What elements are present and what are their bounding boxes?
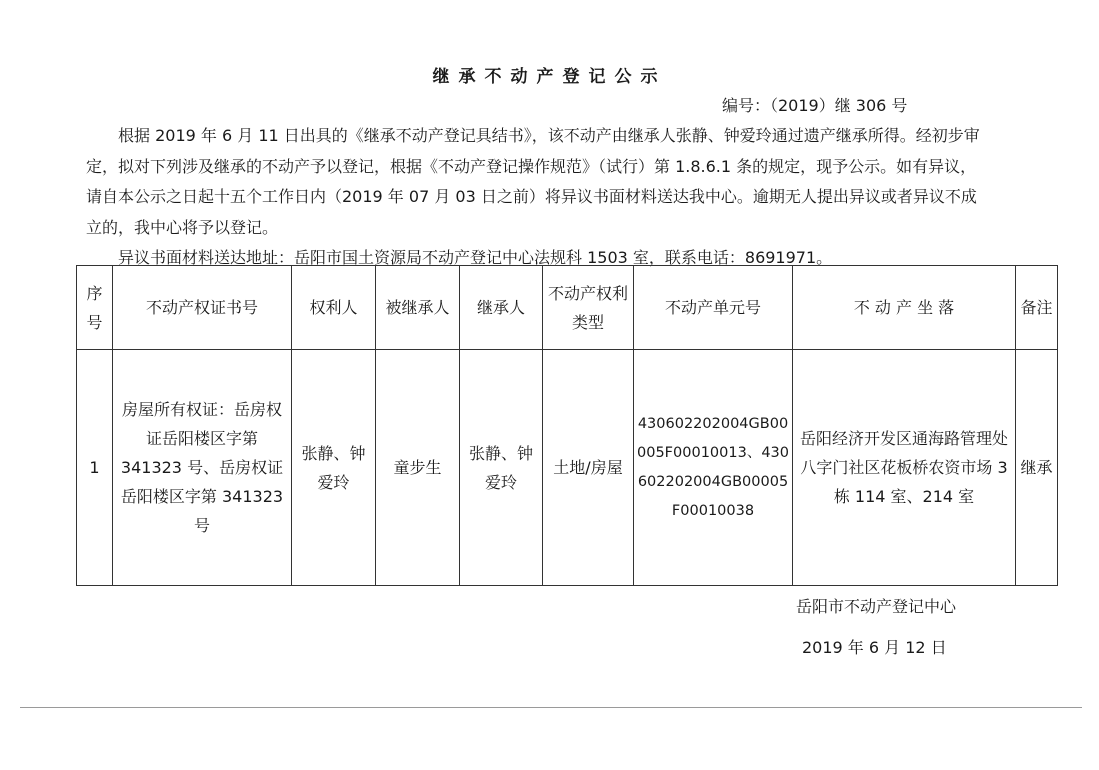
document-number: 编号：（2019）继 306 号: [722, 96, 908, 115]
cell-cert-no: 房屋所有权证：岳房权证岳阳楼区字第 341323 号、岳房权证岳阳楼区字第 341323 号: [113, 350, 292, 586]
header-decedent: 被继承人: [376, 266, 460, 350]
page-divider: [20, 707, 1082, 708]
table-header-row: [77, 266, 1058, 350]
notice-title: 继承不动产登记公示: [432, 67, 667, 87]
header-heir: 继承人: [460, 266, 543, 350]
header-unit-no: 不动产单元号: [634, 266, 793, 350]
cell-seq: 1: [77, 350, 113, 586]
header-remark: 备注: [1016, 266, 1058, 350]
header-cert-no: 不动产权证书号: [113, 266, 292, 350]
header-seq: 序号: [77, 266, 113, 350]
header-right-holder: 权利人: [292, 266, 376, 350]
cell-decedent: 童步生: [376, 350, 460, 586]
cell-unit-no: 430602202004GB00005F00010013、430602202004GB00005F00010038: [634, 350, 793, 586]
cell-heir: 张静、钟爱玲: [460, 350, 543, 586]
table-row: [77, 350, 1058, 586]
notice-body: [86, 121, 991, 274]
cell-right-type: 土地/房屋: [543, 350, 634, 586]
header-right-type: 不动产权利类型: [543, 266, 634, 350]
cell-right-holder: 张静、钟爱玲: [292, 350, 376, 586]
notice-paragraph-address: 异议书面材料送达地址：岳阳市国土资源局不动产登记中心法规科 1503 室，联系电话：8691971。: [118, 248, 833, 267]
notice-paragraph-main: 根据 2019 年 6 月 11 日出具的《继承不动产登记具结书》，该不动产由继承人张静、钟爱玲通过遗产继承所得。经初步审定，拟对下列涉及继承的不动产予以登记，根据《不动产登记操作规范》（试行）第 1.8.6.1 条的规定，现予公示。如有异议，请自本公示之日起十五个工作日内（2019 年 07 月 03 日之前）将异议书面材料送达我中心。逾期无人提出异议或者异议不成立的，我中心将予以登记。: [86, 126, 980, 237]
registration-table: [76, 265, 1058, 586]
cell-remark: 继承: [1016, 350, 1058, 586]
header-location: 不 动 产 坐 落: [793, 266, 1016, 350]
issuing-organization: 岳阳市不动产登记中心: [796, 597, 957, 616]
cell-location: 岳阳经济开发区通海路管理处八字门社区花板桥农资市场 3 栋 114 室、214 室: [793, 350, 1016, 586]
issue-date: 2019 年 6 月 12 日: [802, 638, 947, 657]
